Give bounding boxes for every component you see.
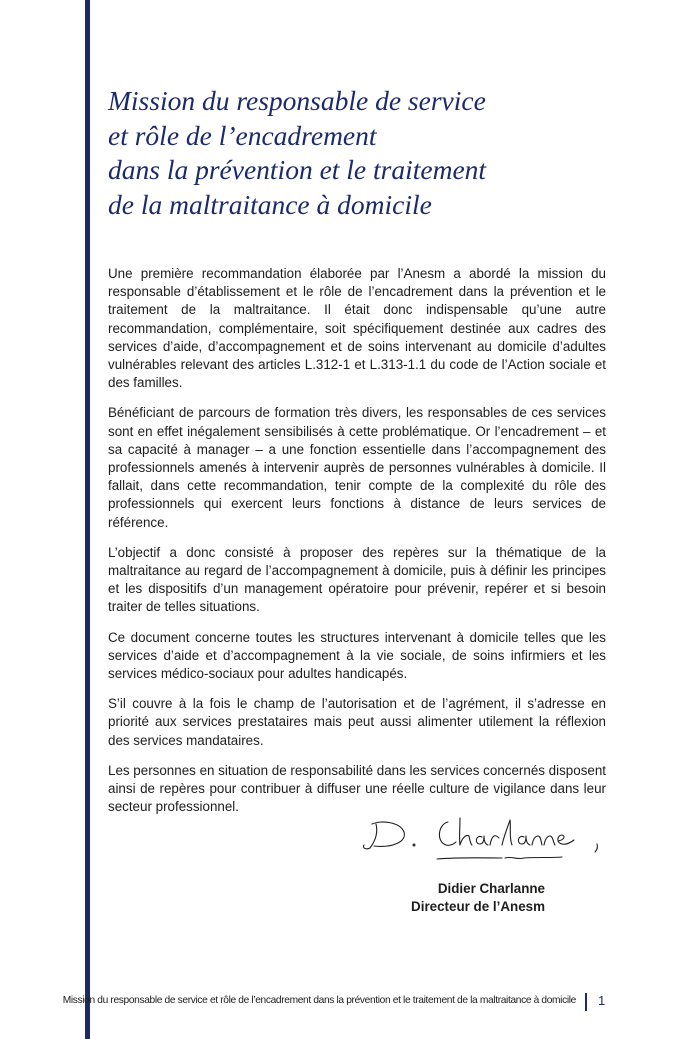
paragraph: L’objectif a donc consisté à proposer des repères sur la thématique de la maltraitance au regard de l’accompagnement à domicile, puis à définir les principes et les dispositifs d’un management opératoire pour prévenir, repérer et si besoin traiter de telles situations. [108,544,606,615]
paragraph: S’il couvre à la fois le champ de l’autorisation et de l’agrément, il s’adresse en priorité aux services prestataires mais peut aussi alimenter utilement la réflexion des services mandataires. [108,696,606,748]
page-number: 1 [598,993,606,1008]
paragraph: Ce document concerne toutes les structures intervenant à domicile telles que les services d’aide et d’accompagnement à la vie sociale, de soins infirmiers et les services médico-sociaux pour adultes handicapés. [108,629,606,682]
footer-running-title: Mission du responsable de service et rôle de l’encadrement dans la prévention et le traitement de la maltraitance à domicile [62,995,576,1006]
title-line: et rôle de l’encadrement [108,119,377,151]
left-margin-rule [85,0,90,1039]
title-line: de la maltraitance à domicile [108,188,432,220]
footer-separator [585,993,587,1011]
signatory-role: Directeur de l’Anesm [411,899,545,914]
paragraph: Une première recommandation élaborée par l’Anesm a abordé la mission du responsable d’établissement et le rôle de l’encadrement dans la prévention et le traitement de la maltraitance. Il était donc indispensable qu’une autre recommandation, complémentaire, soit spécifiquement destinée aux cadres des services d’aide, d’accompagnement et de soins intervenant au domicile d’adultes vulnérables relevant des articles L.312-1 et L.313-1.1 du code de l’Action sociale et des familles. [108,266,606,391]
title-line: dans la prévention et le traitement [108,154,487,185]
paragraph: Les personnes en situation de responsabilité dans les services concernés disposent ainsi de repères pour contribuer à diffuser une réelle culture de vigilance dans leur secteur professionnel. [108,762,606,815]
handwritten-signature [352,812,612,872]
body-text [108,265,606,828]
paragraph: Bénéficiant de parcours de formation très divers, les responsables de ces services sont en effet inégalement sensibilisés à cette problématique. Or l’encadrement – et sa capacité à manager – a une fonction essentielle dans l’accompagnement des professionnels amenés à intervenir auprès de personnes vulnérables à domicile. Il fallait, dans cette recommandation, tenir compte de la complexité du rôle des professionnels qui exercent leurs fonctions à distance de leurs services de référence. [108,405,606,530]
page-title [108,84,668,222]
title-line: Mission du responsable de service [108,85,486,116]
signatory-name: Didier Charlanne [437,881,545,896]
